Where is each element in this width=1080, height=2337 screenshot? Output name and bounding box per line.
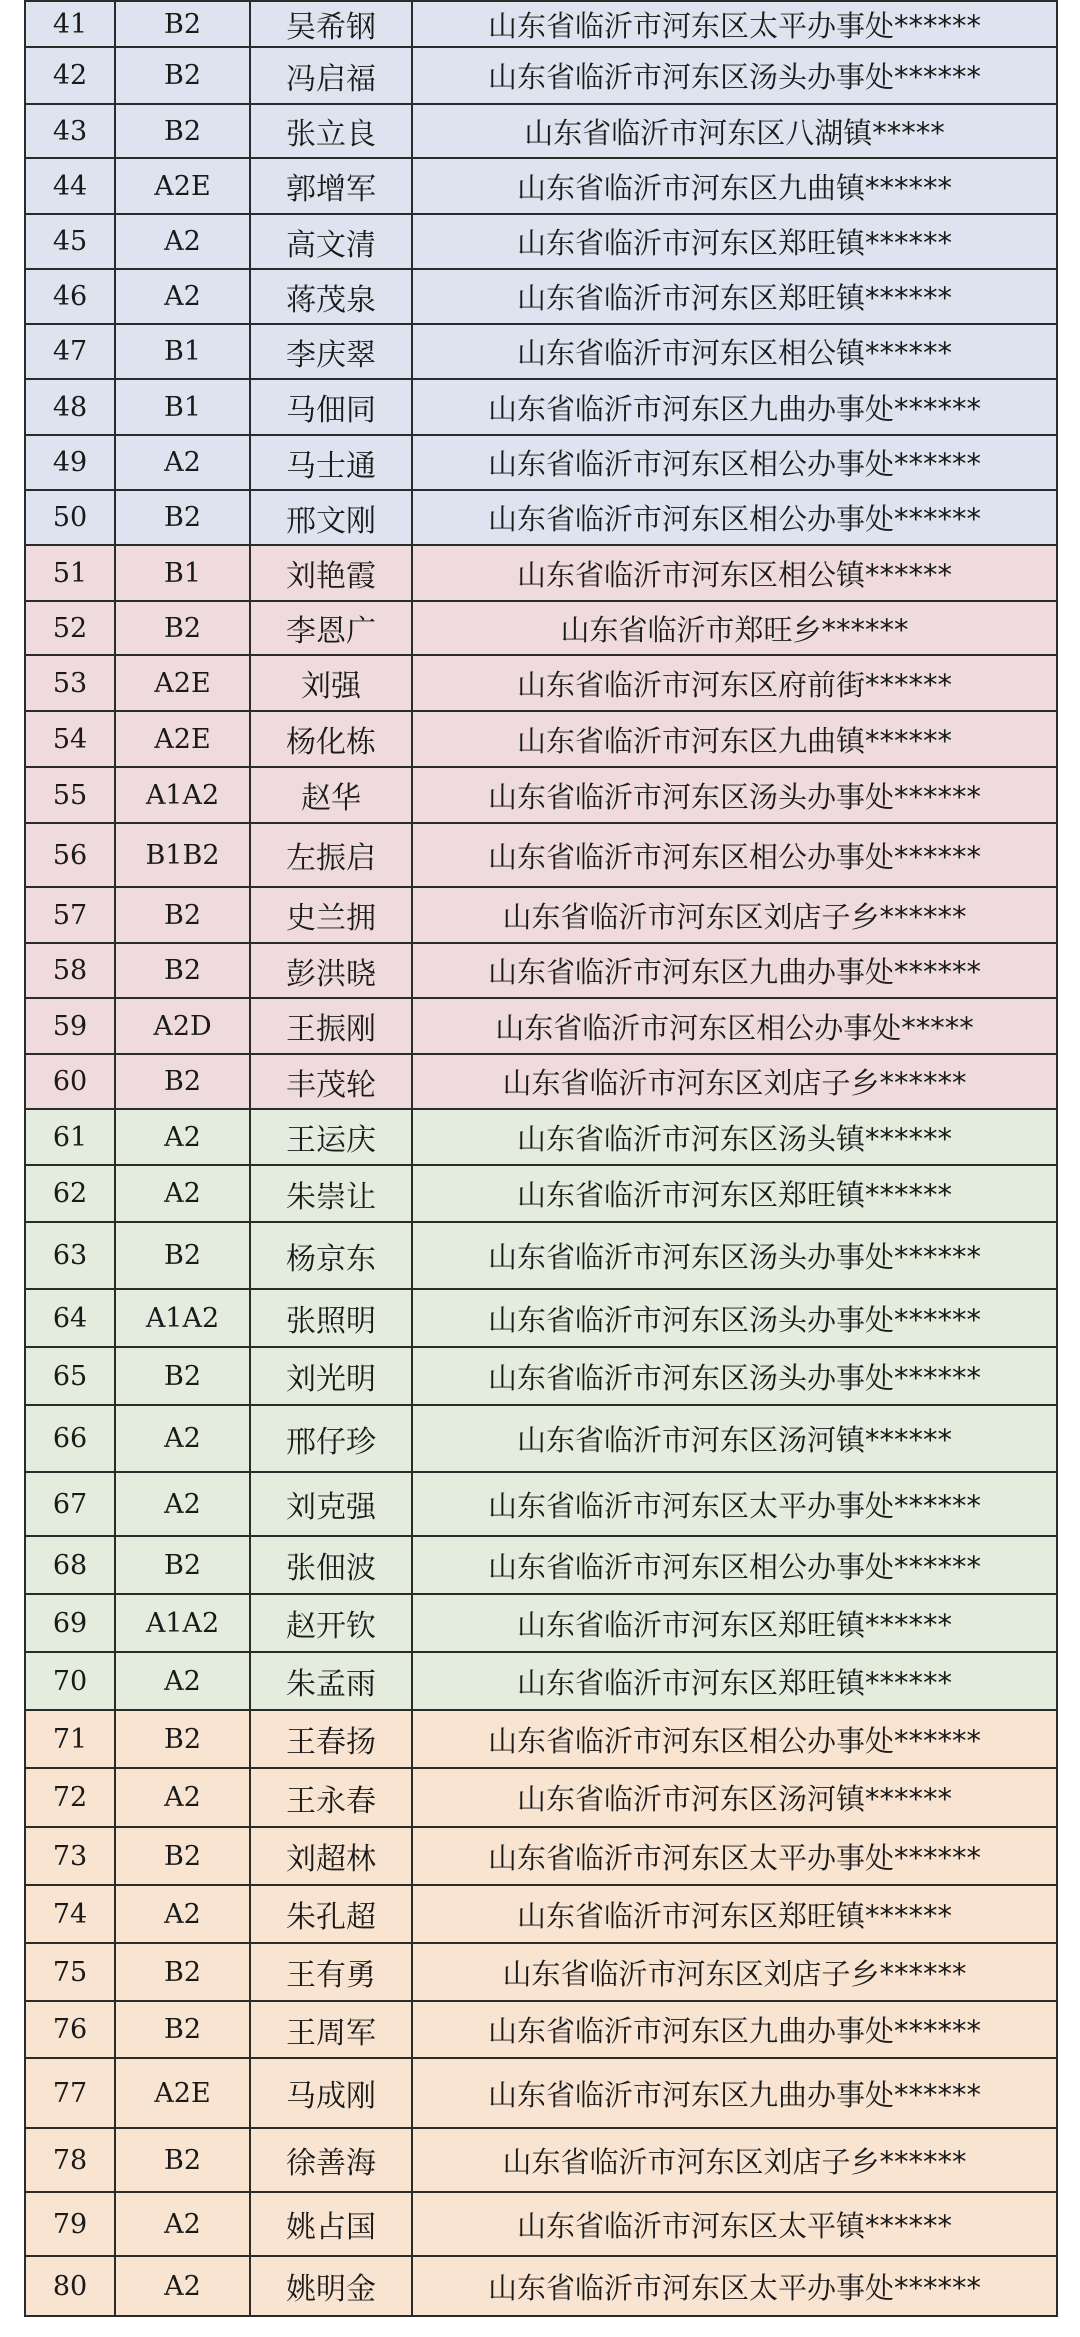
row-number-cell: 75: [25, 1943, 115, 2001]
license-class-cell: B2: [115, 2128, 250, 2192]
address-cell: 山东省临沂市河东区太平办事处******: [412, 1472, 1057, 1536]
table-row: [25, 1109, 1057, 1165]
driver-name-cell: 吴希钢: [250, 1, 412, 47]
driver-name-cell: 刘克强: [250, 1472, 412, 1536]
license-class-cell: A2E: [115, 158, 250, 214]
address-cell: 山东省临沂市河东区相公办事处******: [412, 1536, 1057, 1594]
driver-name-cell: 郭增军: [250, 158, 412, 214]
driver-name-cell: 张立良: [250, 104, 412, 158]
table-row: [25, 1710, 1057, 1768]
address-cell: 山东省临沂市郑旺乡******: [412, 601, 1057, 655]
license-class-cell: B1: [115, 379, 250, 435]
row-number-cell: 52: [25, 601, 115, 655]
address-cell: 山东省临沂市河东区汤河镇******: [412, 1405, 1057, 1472]
driver-name-cell: 王振刚: [250, 998, 412, 1054]
row-number-cell: 50: [25, 490, 115, 545]
license-class-cell: A1A2: [115, 1289, 250, 1347]
driver-name-cell: 高文清: [250, 214, 412, 269]
table-row: [25, 2001, 1057, 2058]
license-class-cell: B2: [115, 943, 250, 998]
address-cell: 山东省临沂市河东区郑旺镇******: [412, 269, 1057, 324]
row-number-cell: 80: [25, 2256, 115, 2316]
row-number-cell: 68: [25, 1536, 115, 1594]
address-cell: 山东省临沂市河东区八湖镇*****: [412, 104, 1057, 158]
driver-name-cell: 马士通: [250, 435, 412, 490]
table-row: [25, 269, 1057, 324]
table-row: [25, 1472, 1057, 1536]
row-number-cell: 60: [25, 1054, 115, 1109]
address-cell: 山东省临沂市河东区郑旺镇******: [412, 1594, 1057, 1652]
address-cell: 山东省临沂市河东区相公办事处******: [412, 1710, 1057, 1768]
table-row: [25, 823, 1057, 887]
row-number-cell: 46: [25, 269, 115, 324]
address-cell: 山东省临沂市河东区相公镇******: [412, 545, 1057, 601]
address-cell: 山东省临沂市河东区相公办事处******: [412, 490, 1057, 545]
license-class-cell: B1B2: [115, 823, 250, 887]
driver-name-cell: 王春扬: [250, 1710, 412, 1768]
table-row: [25, 2128, 1057, 2192]
row-number-cell: 73: [25, 1827, 115, 1885]
row-number-cell: 78: [25, 2128, 115, 2192]
license-class-cell: A2: [115, 435, 250, 490]
address-cell: 山东省临沂市河东区太平办事处******: [412, 2256, 1057, 2316]
table-row: [25, 158, 1057, 214]
license-class-cell: A2: [115, 2192, 250, 2256]
driver-name-cell: 赵开钦: [250, 1594, 412, 1652]
address-cell: 山东省临沂市河东区汤头办事处******: [412, 1289, 1057, 1347]
license-class-cell: A1A2: [115, 767, 250, 823]
driver-name-cell: 朱崇让: [250, 1165, 412, 1222]
row-number-cell: 43: [25, 104, 115, 158]
address-cell: 山东省临沂市河东区九曲镇******: [412, 711, 1057, 767]
row-number-cell: 55: [25, 767, 115, 823]
driver-name-cell: 王周军: [250, 2001, 412, 2058]
address-cell: 山东省临沂市河东区郑旺镇******: [412, 214, 1057, 269]
license-class-cell: A2: [115, 2256, 250, 2316]
driver-name-cell: 王有勇: [250, 1943, 412, 2001]
row-number-cell: 56: [25, 823, 115, 887]
table-row: [25, 214, 1057, 269]
row-number-cell: 79: [25, 2192, 115, 2256]
license-class-cell: A2D: [115, 998, 250, 1054]
address-cell: 山东省临沂市河东区汤头办事处******: [412, 1222, 1057, 1289]
address-cell: 山东省临沂市河东区汤头办事处******: [412, 1347, 1057, 1405]
license-class-cell: A2: [115, 1472, 250, 1536]
table-row: [25, 1652, 1057, 1710]
address-cell: 山东省临沂市河东区郑旺镇******: [412, 1165, 1057, 1222]
table-row: [25, 1885, 1057, 1943]
license-class-cell: B2: [115, 1054, 250, 1109]
address-cell: 山东省临沂市河东区汤头办事处******: [412, 47, 1057, 104]
table-row: [25, 1405, 1057, 1472]
table-row: [25, 1, 1057, 47]
address-cell: 山东省临沂市河东区相公办事处******: [412, 435, 1057, 490]
driver-name-cell: 彭洪晓: [250, 943, 412, 998]
license-class-cell: A2E: [115, 655, 250, 711]
driver-name-cell: 徐善海: [250, 2128, 412, 2192]
table-row: [25, 1054, 1057, 1109]
table-row: [25, 1827, 1057, 1885]
row-number-cell: 47: [25, 324, 115, 379]
driver-name-cell: 左振启: [250, 823, 412, 887]
table-row: [25, 2256, 1057, 2316]
table-row: [25, 711, 1057, 767]
address-cell: 山东省临沂市河东区汤头镇******: [412, 1109, 1057, 1165]
table-row: [25, 1289, 1057, 1347]
driver-name-cell: 丰茂轮: [250, 1054, 412, 1109]
table-row: [25, 104, 1057, 158]
table-row: [25, 490, 1057, 545]
driver-name-cell: 王运庆: [250, 1109, 412, 1165]
driver-name-cell: 姚占国: [250, 2192, 412, 2256]
address-cell: 山东省临沂市河东区太平镇******: [412, 2192, 1057, 2256]
driver-name-cell: 刘艳霞: [250, 545, 412, 601]
table-row: [25, 435, 1057, 490]
driver-name-cell: 朱孟雨: [250, 1652, 412, 1710]
row-number-cell: 66: [25, 1405, 115, 1472]
table-row: [25, 379, 1057, 435]
row-number-cell: 70: [25, 1652, 115, 1710]
address-cell: 山东省临沂市河东区相公办事处*****: [412, 998, 1057, 1054]
address-cell: 山东省临沂市河东区九曲镇******: [412, 158, 1057, 214]
row-number-cell: 58: [25, 943, 115, 998]
license-class-cell: B1: [115, 324, 250, 379]
license-class-cell: B1: [115, 545, 250, 601]
driver-name-cell: 冯启福: [250, 47, 412, 104]
address-cell: 山东省临沂市河东区刘店子乡******: [412, 1943, 1057, 2001]
driver-name-cell: 马佃同: [250, 379, 412, 435]
table-row: [25, 2058, 1057, 2128]
table-row: [25, 998, 1057, 1054]
table-row: [25, 1768, 1057, 1827]
license-class-cell: B2: [115, 1943, 250, 2001]
row-number-cell: 59: [25, 998, 115, 1054]
table-body: [25, 1, 1057, 2316]
row-number-cell: 62: [25, 1165, 115, 1222]
row-number-cell: 48: [25, 379, 115, 435]
driver-name-cell: 杨化栋: [250, 711, 412, 767]
row-number-cell: 57: [25, 887, 115, 943]
license-class-cell: A2: [115, 1165, 250, 1222]
address-cell: 山东省临沂市河东区九曲办事处******: [412, 943, 1057, 998]
license-class-cell: B2: [115, 887, 250, 943]
license-class-cell: B2: [115, 1710, 250, 1768]
driver-name-cell: 姚明金: [250, 2256, 412, 2316]
row-number-cell: 64: [25, 1289, 115, 1347]
license-class-cell: B2: [115, 47, 250, 104]
row-number-cell: 45: [25, 214, 115, 269]
license-class-cell: A2E: [115, 711, 250, 767]
table-row: [25, 1347, 1057, 1405]
table-row: [25, 887, 1057, 943]
address-cell: 山东省临沂市河东区郑旺镇******: [412, 1652, 1057, 1710]
row-number-cell: 53: [25, 655, 115, 711]
table-row: [25, 545, 1057, 601]
driver-name-cell: 杨京东: [250, 1222, 412, 1289]
row-number-cell: 76: [25, 2001, 115, 2058]
license-class-cell: A2: [115, 1405, 250, 1472]
address-cell: 山东省临沂市河东区刘店子乡******: [412, 887, 1057, 943]
address-cell: 山东省临沂市河东区刘店子乡******: [412, 2128, 1057, 2192]
license-class-cell: A2: [115, 269, 250, 324]
driver-name-cell: 刘光明: [250, 1347, 412, 1405]
license-class-cell: B2: [115, 1, 250, 47]
row-number-cell: 51: [25, 545, 115, 601]
driver-name-cell: 邢文刚: [250, 490, 412, 545]
table-row: [25, 767, 1057, 823]
table-row: [25, 943, 1057, 998]
driver-name-cell: 张佃波: [250, 1536, 412, 1594]
address-cell: 山东省临沂市河东区太平办事处******: [412, 1827, 1057, 1885]
driver-name-cell: 张照明: [250, 1289, 412, 1347]
row-number-cell: 41: [25, 1, 115, 47]
address-cell: 山东省临沂市河东区汤头办事处******: [412, 767, 1057, 823]
license-class-cell: A2: [115, 1109, 250, 1165]
address-cell: 山东省临沂市河东区太平办事处******: [412, 1, 1057, 47]
row-number-cell: 77: [25, 2058, 115, 2128]
row-number-cell: 67: [25, 1472, 115, 1536]
table-row: [25, 601, 1057, 655]
table-row: [25, 1594, 1057, 1652]
row-number-cell: 71: [25, 1710, 115, 1768]
address-cell: 山东省临沂市河东区郑旺镇******: [412, 1885, 1057, 1943]
row-number-cell: 54: [25, 711, 115, 767]
row-number-cell: 74: [25, 1885, 115, 1943]
license-class-cell: A2E: [115, 2058, 250, 2128]
address-cell: 山东省临沂市河东区九曲办事处******: [412, 2058, 1057, 2128]
license-class-cell: B2: [115, 1222, 250, 1289]
license-class-cell: B2: [115, 1827, 250, 1885]
row-number-cell: 49: [25, 435, 115, 490]
driver-name-cell: 邢仔珍: [250, 1405, 412, 1472]
license-class-cell: A2: [115, 214, 250, 269]
table-row: [25, 655, 1057, 711]
license-class-cell: B2: [115, 601, 250, 655]
license-class-cell: B2: [115, 1536, 250, 1594]
driver-name-cell: 刘强: [250, 655, 412, 711]
driver-name-cell: 史兰拥: [250, 887, 412, 943]
license-class-cell: B2: [115, 490, 250, 545]
address-cell: 山东省临沂市河东区刘店子乡******: [412, 1054, 1057, 1109]
address-cell: 山东省临沂市河东区九曲办事处******: [412, 379, 1057, 435]
driver-name-cell: 刘超林: [250, 1827, 412, 1885]
driver-name-cell: 李庆翠: [250, 324, 412, 379]
row-number-cell: 44: [25, 158, 115, 214]
license-class-cell: B2: [115, 2001, 250, 2058]
license-class-cell: B2: [115, 104, 250, 158]
row-number-cell: 63: [25, 1222, 115, 1289]
driver-name-cell: 蒋茂泉: [250, 269, 412, 324]
table-row: [25, 1165, 1057, 1222]
license-class-cell: B2: [115, 1347, 250, 1405]
license-class-cell: A2: [115, 1652, 250, 1710]
address-cell: 山东省临沂市河东区府前街******: [412, 655, 1057, 711]
address-cell: 山东省临沂市河东区相公镇******: [412, 324, 1057, 379]
table-row: [25, 47, 1057, 104]
table-row: [25, 1536, 1057, 1594]
driver-name-cell: 朱孔超: [250, 1885, 412, 1943]
row-number-cell: 65: [25, 1347, 115, 1405]
table-row: [25, 2192, 1057, 2256]
row-number-cell: 61: [25, 1109, 115, 1165]
license-class-cell: A1A2: [115, 1594, 250, 1652]
driver-name-cell: 李恩广: [250, 601, 412, 655]
table-row: [25, 1222, 1057, 1289]
address-cell: 山东省临沂市河东区九曲办事处******: [412, 2001, 1057, 2058]
license-holder-table: [24, 0, 1058, 2317]
license-class-cell: A2: [115, 1885, 250, 1943]
row-number-cell: 72: [25, 1768, 115, 1827]
address-cell: 山东省临沂市河东区汤河镇******: [412, 1768, 1057, 1827]
license-class-cell: A2: [115, 1768, 250, 1827]
address-cell: 山东省临沂市河东区相公办事处******: [412, 823, 1057, 887]
table-row: [25, 1943, 1057, 2001]
row-number-cell: 69: [25, 1594, 115, 1652]
driver-name-cell: 马成刚: [250, 2058, 412, 2128]
driver-name-cell: 赵华: [250, 767, 412, 823]
driver-name-cell: 王永春: [250, 1768, 412, 1827]
table-row: [25, 324, 1057, 379]
row-number-cell: 42: [25, 47, 115, 104]
